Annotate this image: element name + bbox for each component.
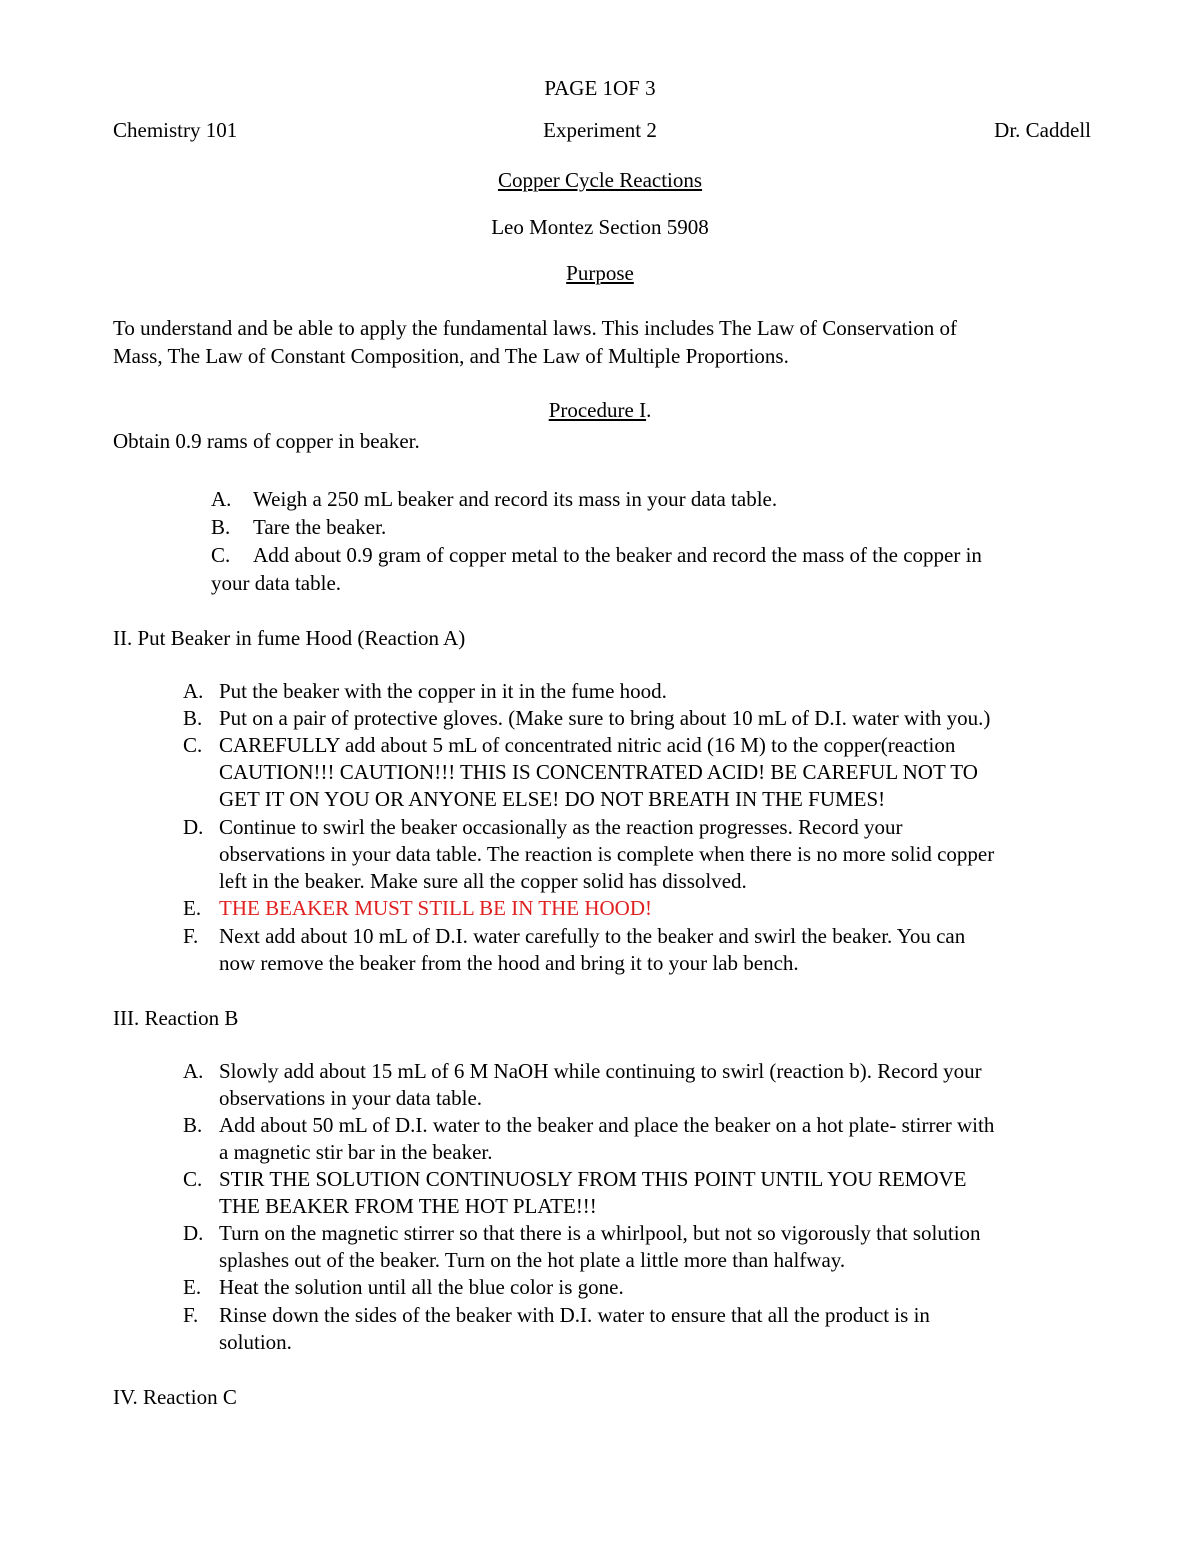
s3-item-label: B.: [183, 1113, 203, 1137]
s2-item-label: D.: [183, 815, 204, 839]
s3-item-label: D.: [183, 1221, 204, 1245]
experiment-label: Experiment 2: [543, 118, 657, 142]
instructor-name: Dr. Caddell: [994, 118, 1091, 142]
proc1-item-label: C.: [211, 543, 231, 567]
s2-item-label: F.: [183, 924, 199, 948]
s2-item-text-cont: CAUTION!!! CAUTION!!! THIS IS CONCENTRATED ACID! BE CAREFUL NOT TO: [219, 760, 978, 784]
section-3-heading: III. Reaction B: [113, 1006, 239, 1030]
purpose-text-line-2: Mass, The Law of Constant Composition, and The Law of Multiple Proportions.: [113, 344, 789, 368]
s3-item-label: E.: [183, 1275, 202, 1299]
s3-item-text-cont: observations in your data table.: [219, 1086, 483, 1110]
s2-item-text-cont: GET IT ON YOU OR ANYONE ELSE! DO NOT BREATH IN THE FUMES!: [219, 787, 886, 811]
procedure-heading: Procedure I.: [548, 398, 652, 422]
page-label: PAGE 1OF 3: [544, 76, 656, 100]
proc1-item-text: Weigh a 250 mL beaker and record its mass in your data table.: [253, 487, 778, 511]
s2-item-text: Put on a pair of protective gloves. (Make sure to bring about 10 mL of D.I. water with you.): [219, 706, 991, 730]
s2-item-text-cont: observations in your data table. The reaction is complete when there is no more solid copper: [219, 842, 995, 866]
s2-item-text-cont: left in the beaker. Make sure all the copper solid has dissolved.: [219, 869, 747, 893]
proc1-item-label: A.: [211, 487, 232, 511]
section-2-heading: II. Put Beaker in fume Hood (Reaction A): [113, 626, 466, 650]
s2-item-label: E.: [183, 896, 202, 920]
s3-item-text: Add about 50 mL of D.I. water to the beaker and place the beaker on a hot plate- stirrer with: [219, 1113, 995, 1137]
proc1-item-text-cont: your data table.: [211, 571, 342, 595]
s3-item-text-cont: splashes out of the beaker. Turn on the hot plate a little more than halfway.: [219, 1248, 846, 1272]
s3-item-text-cont: solution.: [219, 1330, 292, 1354]
s3-item-text-cont: a magnetic stir bar in the beaker.: [219, 1140, 493, 1164]
s3-item-text: Rinse down the sides of the beaker with D.I. water to ensure that all the product is in: [219, 1303, 930, 1327]
hood-warning-text: THE BEAKER MUST STILL BE IN THE HOOD!: [219, 896, 653, 920]
s3-item-label: A.: [183, 1059, 204, 1083]
proc1-item-text: Tare the beaker.: [253, 515, 387, 539]
s3-item-text: STIR THE SOLUTION CONTINUOSLY FROM THIS POINT UNTIL YOU REMOVE: [219, 1167, 967, 1191]
s2-item-text-cont: now remove the beaker from the hood and bring it to your lab bench.: [219, 951, 799, 975]
purpose-heading: Purpose: [566, 261, 634, 285]
author-line: Leo Montez Section 5908: [491, 215, 709, 239]
s3-item-text: Turn on the magnetic stirrer so that there is a whirlpool, but not so vigorously that solution: [219, 1221, 981, 1245]
s3-item-label: F.: [183, 1303, 199, 1327]
s3-item-label: C.: [183, 1167, 203, 1191]
procedure-intro: Obtain 0.9 rams of copper in beaker.: [113, 429, 420, 453]
s2-item-label: B.: [183, 706, 203, 730]
s2-item-text: Next add about 10 mL of D.I. water carefully to the beaker and swirl the beaker. You can: [219, 924, 966, 948]
course-name: Chemistry 101: [113, 118, 238, 142]
s3-item-text: Slowly add about 15 mL of 6 M NaOH while continuing to swirl (reaction b). Record your: [219, 1059, 982, 1083]
document-title: Copper Cycle Reactions: [497, 168, 703, 192]
s3-item-text: Heat the solution until all the blue color is gone.: [219, 1275, 624, 1299]
proc1-item-label: B.: [211, 515, 231, 539]
s2-item-text: CAREFULLY add about 5 mL of concentrated nitric acid (16 M) to the copper(reaction: [219, 733, 956, 757]
s2-item-text: Continue to swirl the beaker occasionally as the reaction progresses. Record your: [219, 815, 903, 839]
section-4-heading: IV. Reaction C: [113, 1385, 237, 1409]
purpose-text-line-1: To understand and be able to apply the fundamental laws. This includes The Law of Conservation of: [113, 316, 957, 340]
s2-item-text: Put the beaker with the copper in it in the fume hood.: [219, 679, 667, 703]
s2-item-label: A.: [183, 679, 204, 703]
s3-item-text-cont: THE BEAKER FROM THE HOT PLATE!!!: [219, 1194, 597, 1218]
s2-item-label: C.: [183, 733, 203, 757]
proc1-item-text: Add about 0.9 gram of copper metal to the beaker and record the mass of the copper in: [253, 543, 982, 567]
